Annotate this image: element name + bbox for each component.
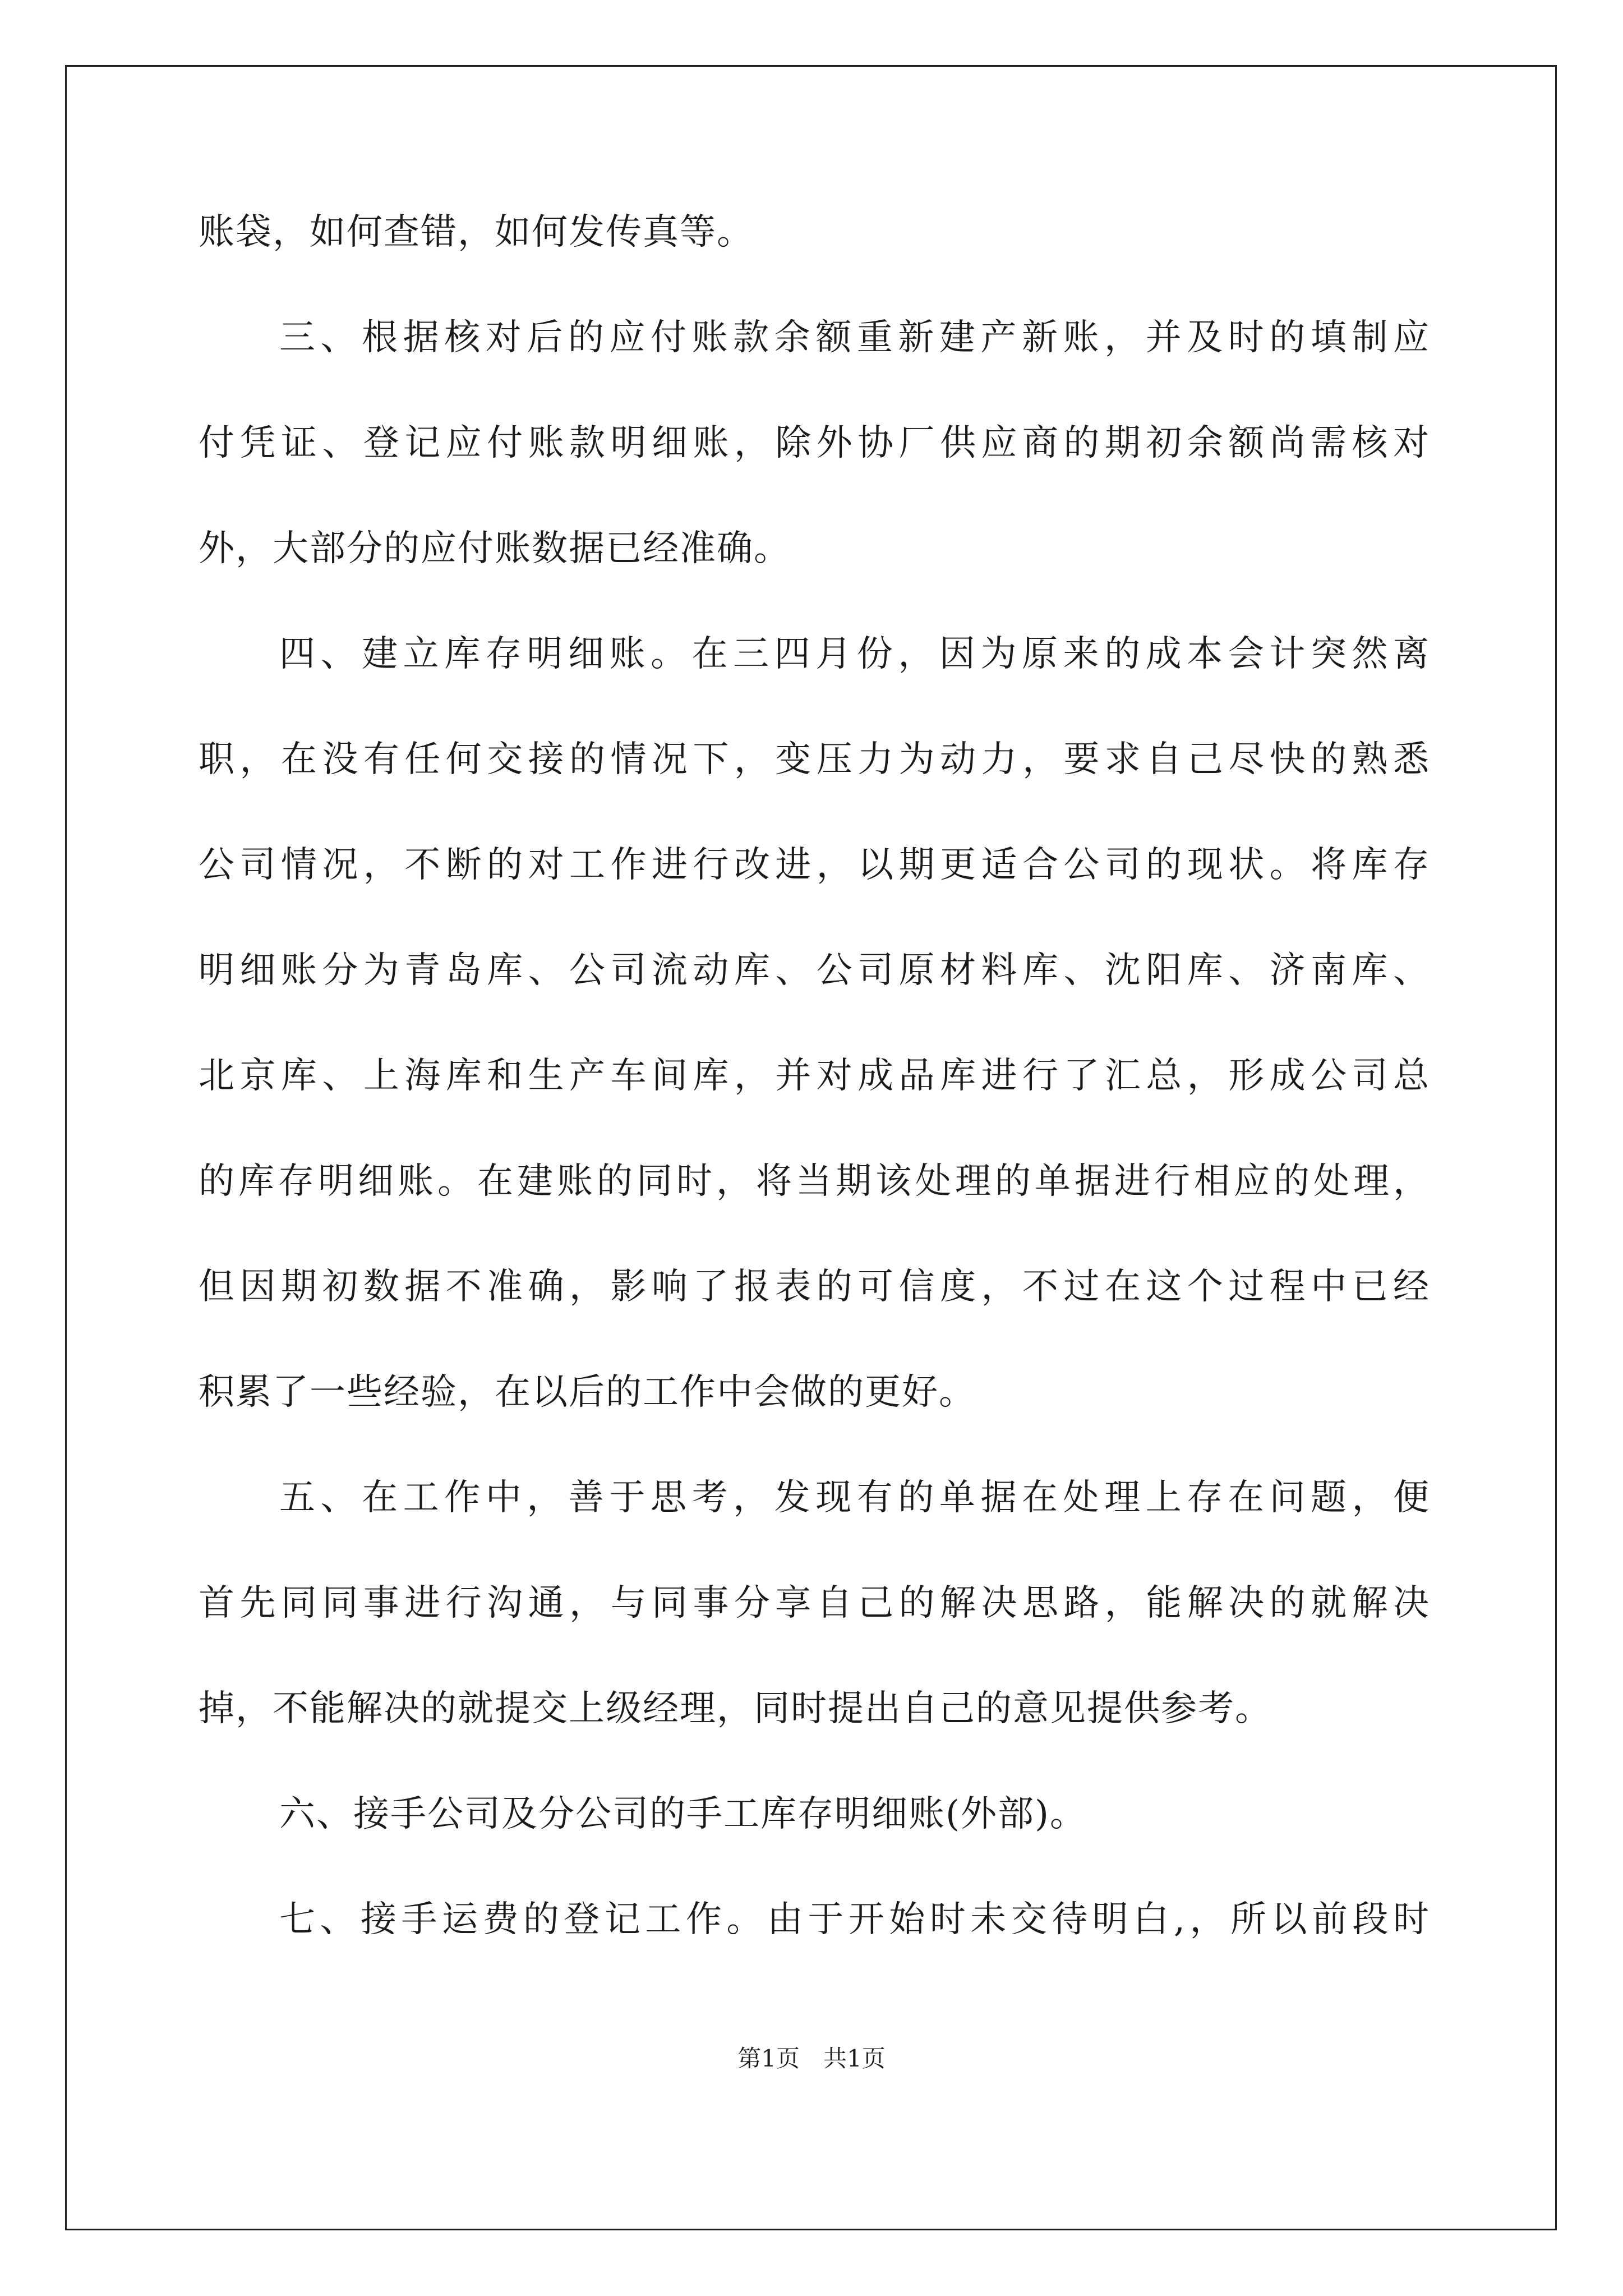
- text-line: 的库存明细账。在建账的同时，将当期该处理的单据进行相应的处理，: [199, 1161, 1430, 1202]
- text-line: 六、接手公司及分公司的手工库存明细账(外部)。: [279, 1793, 1087, 1835]
- text-line: 公司情况，不断的对工作进行改进，以期更适合公司的现状。将库存: [199, 844, 1430, 886]
- text-line: 七、接手运费的登记工作。由于开始时未交待明白,，所以前段时: [279, 1899, 1430, 1940]
- text-line: 明细账分为青岛库、公司流动库、公司原材料库、沈阳库、济南库、: [199, 950, 1430, 991]
- text-line: 外，大部分的应付账数据已经准确。: [199, 528, 791, 569]
- page-footer: 第1页 共1页: [737, 2045, 886, 2072]
- text-line: 付凭证、登记应付账款明细账，除外协厂供应商的期初余额尚需核对: [199, 422, 1430, 464]
- text-line: 掉，不能解决的就提交上级经理，同时提出自己的意见提供参考。: [199, 1688, 1272, 1729]
- text-line: 但因期初数据不准确，影响了报表的可信度，不过在这个过程中已经: [199, 1266, 1430, 1308]
- text-line: 积累了一些经验，在以后的工作中会做的更好。: [199, 1372, 976, 1413]
- text-line: 职，在没有任何交接的情况下，变压力为动力，要求自己尽快的熟悉: [199, 739, 1430, 780]
- text-line: 北京库、上海库和生产车间库，并对成品库进行了汇总，形成公司总: [199, 1055, 1430, 1097]
- text-line: 五、在工作中，善于思考，发现有的单据在处理上存在问题，便: [279, 1477, 1430, 1519]
- text-line: 首先同同事进行沟通，与同事分享自己的解决思路，能解决的就解决: [199, 1582, 1430, 1624]
- text-line: 账袋，如何查错，如何发传真等。: [199, 211, 754, 253]
- text-line: 三、根据核对后的应付账款余额重新建产新账，并及时的填制应: [279, 317, 1430, 358]
- text-line: 四、建立库存明细账。在三四月份，因为原来的成本会计突然离: [279, 633, 1430, 675]
